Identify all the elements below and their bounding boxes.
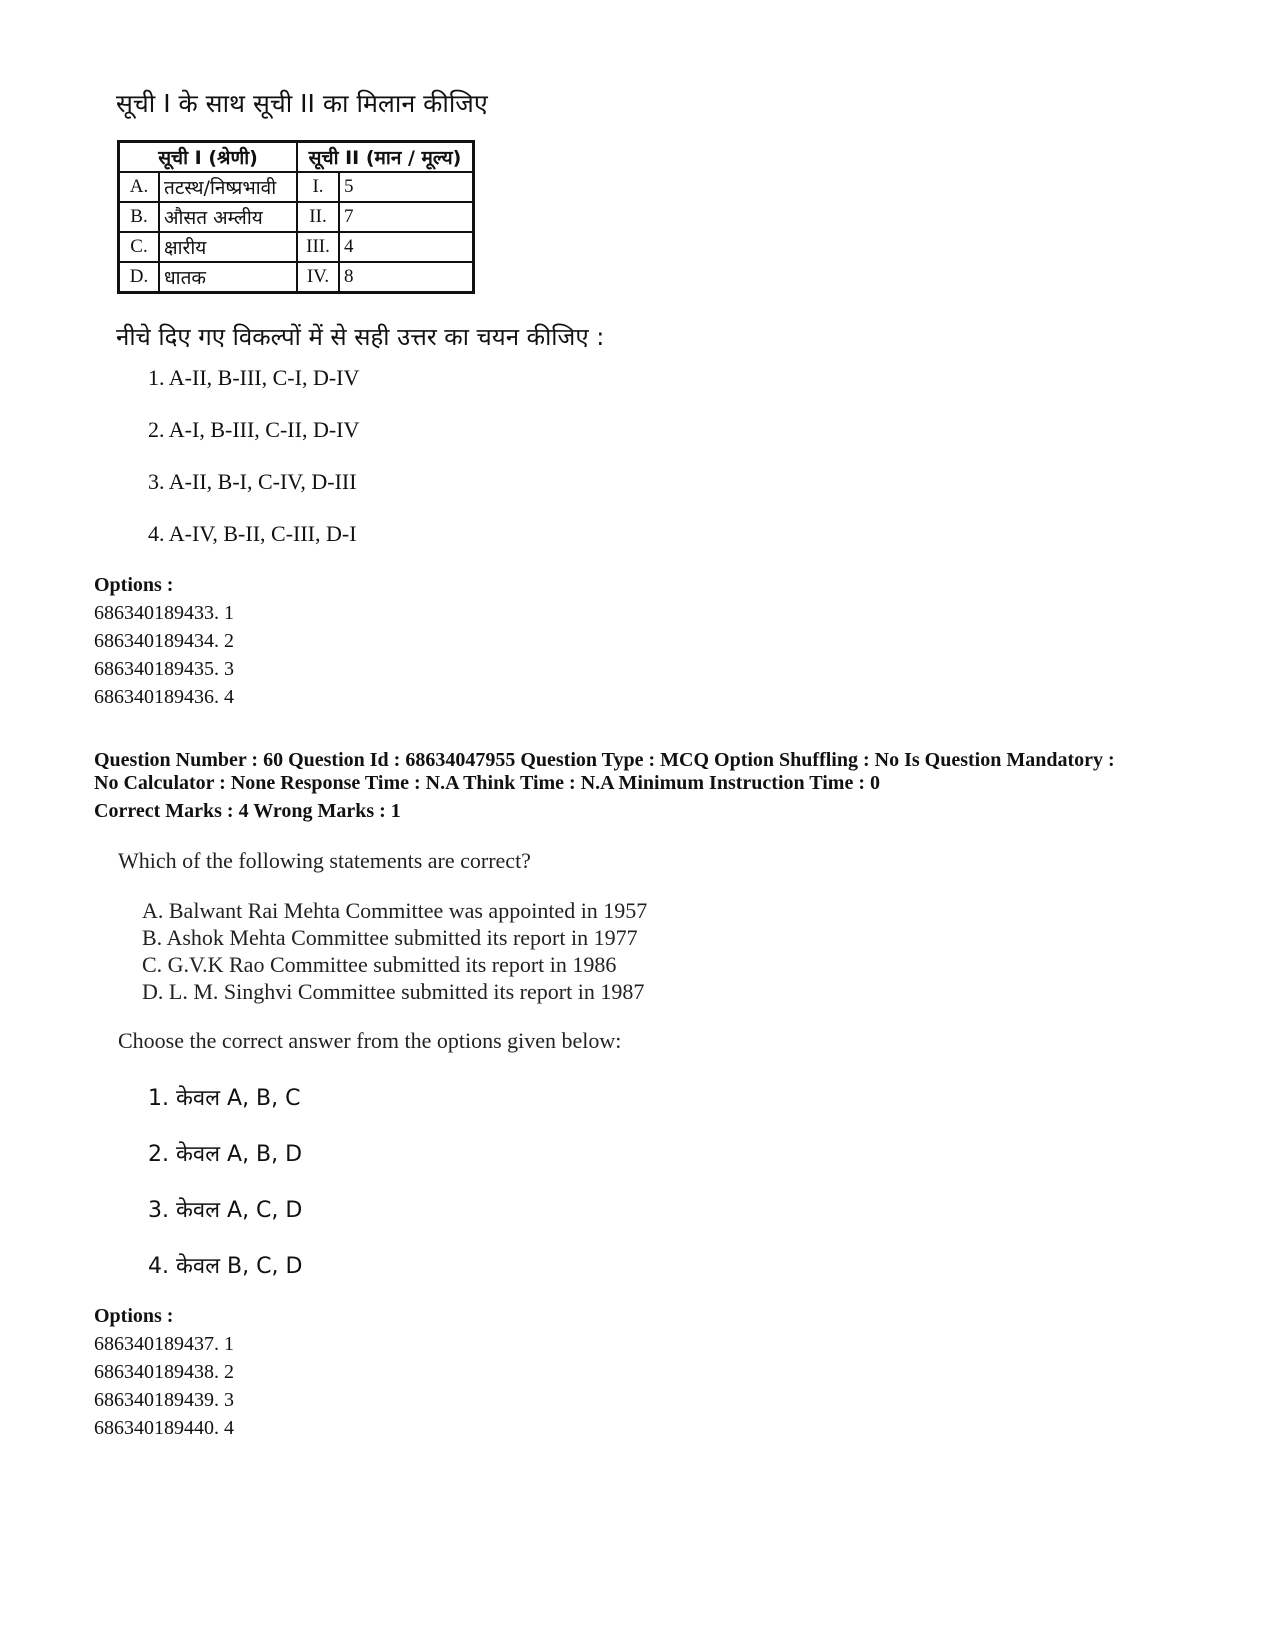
q60-options-label: Options : <box>94 1305 174 1327</box>
q59-option-4: 686340189436. 4 <box>94 686 234 708</box>
table-row <box>119 262 474 293</box>
row-category: तटस्थ/निष्प्रभावी <box>159 172 297 202</box>
q59-choice-2: 2. A-I, B-III, C-II, D-IV <box>148 417 360 442</box>
table-row <box>119 202 474 232</box>
row-roman: III. <box>297 232 339 262</box>
q60-marks: Correct Marks : 4 Wrong Marks : 1 <box>94 800 401 822</box>
q59-options-label: Options : <box>94 574 174 596</box>
table-row <box>119 232 474 262</box>
q60-choice-3: 3. केवल A, C, D <box>148 1198 303 1223</box>
list1-header: सूची I (श्रेणी) <box>119 142 298 173</box>
match-table-header <box>119 142 474 173</box>
row-value: 5 <box>339 172 474 202</box>
q59-choice-3: 3. A-II, B-I, C-IV, D-III <box>148 469 357 494</box>
q60-choice-1: 1. केवल A, B, C <box>148 1086 301 1111</box>
row-value: 8 <box>339 262 474 293</box>
row-label: C. <box>119 232 160 262</box>
q60-meta-line1: Question Number : 60 Question Id : 68634047955 Question Type : MCQ Option Shuffling : No Is Question Mandatory : <box>94 749 1115 771</box>
row-category: क्षारीय <box>159 232 297 262</box>
q60-statement-d: D. L. M. Singhvi Committee submitted its report in 1987 <box>142 979 645 1004</box>
q59-title: सूची I के साथ सूची II का मिलान कीजिए <box>116 89 488 118</box>
q60-option-2: 686340189438. 2 <box>94 1361 234 1383</box>
row-roman: I. <box>297 172 339 202</box>
row-label: D. <box>119 262 160 293</box>
q59-option-1: 686340189433. 1 <box>94 602 234 624</box>
q59-option-2: 686340189434. 2 <box>94 630 234 652</box>
q59-option-3: 686340189435. 3 <box>94 658 234 680</box>
table-row <box>119 172 474 202</box>
list2-header: सूची II (मान / मूल्य) <box>297 142 474 173</box>
row-value: 7 <box>339 202 474 232</box>
q60-meta-line2: No Calculator : None Response Time : N.A Think Time : N.A Minimum Instruction Time : 0 <box>94 772 880 794</box>
q60-choice-2: 2. केवल A, B, D <box>148 1142 303 1167</box>
row-value: 4 <box>339 232 474 262</box>
q59-choice-4: 4. A-IV, B-II, C-III, D-I <box>148 521 357 546</box>
row-category: औसत अम्लीय <box>159 202 297 232</box>
row-roman: II. <box>297 202 339 232</box>
q60-instruction: Choose the correct answer from the options given below: <box>118 1028 622 1053</box>
q60-statement-a: A. Balwant Rai Mehta Committee was appointed in 1957 <box>142 898 648 923</box>
row-label: A. <box>119 172 160 202</box>
q60-option-1: 686340189437. 1 <box>94 1333 234 1355</box>
q60-option-4: 686340189440. 4 <box>94 1417 234 1439</box>
q60-question: Which of the following statements are correct? <box>118 848 531 873</box>
q59-instruction: नीचे दिए गए विकल्पों में से सही उत्तर का चयन कीजिए : <box>116 323 605 351</box>
row-roman: IV. <box>297 262 339 293</box>
match-table <box>117 140 475 294</box>
q59-choice-1: 1. A-II, B-III, C-I, D-IV <box>148 365 360 390</box>
q60-option-3: 686340189439. 3 <box>94 1389 234 1411</box>
row-category: धातक <box>159 262 297 293</box>
q60-statement-b: B. Ashok Mehta Committee submitted its report in 1977 <box>142 925 638 950</box>
row-label: B. <box>119 202 160 232</box>
q60-statement-c: C. G.V.K Rao Committee submitted its report in 1986 <box>142 952 617 977</box>
q60-choice-4: 4. केवल B, C, D <box>148 1254 303 1279</box>
